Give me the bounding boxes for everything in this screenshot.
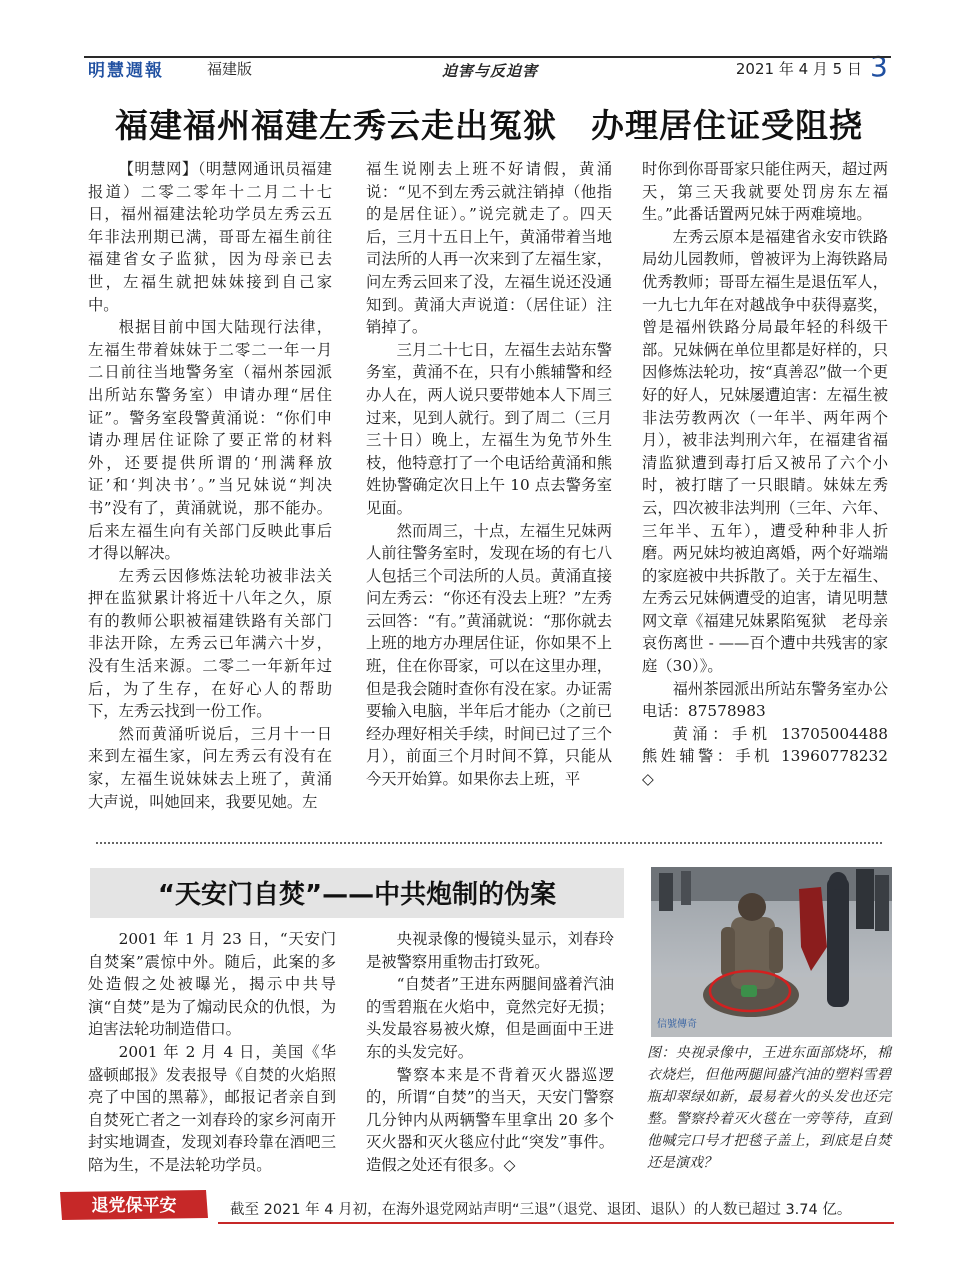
article2-paragraph: 2001 年 2 月 4 日，美国《华盛顿邮报》发表报导《自焚的火焰照亮了中国的黑幕》，邮报记者亲自到自焚死亡者之一刘春玲的家乡河南开封实地调查，发现刘春玲靠在酒吧三陪为生，不是法轮功学员。	[88, 1042, 336, 1174]
article1-headline: 福建福州福建左秀云走出冤狱 办理居住证受阻挠	[115, 106, 863, 145]
edition-label: 福建版	[207, 60, 253, 78]
quit-party-banner-text: 退党保平安	[91, 1196, 177, 1216]
article2-column-2	[366, 928, 614, 1177]
section-title: 迫害与反迫害	[441, 62, 538, 80]
footer-rule	[218, 1222, 894, 1224]
article1-column-2	[366, 158, 612, 791]
article1-paragraph: 福生说刚去上班不好请假，黄涌说：“见不到左秀云就注销掉（他指的是居住证）。”说完就走了。四天后，三月十五日上午，黄涌带着当地司法所的人再一次来到了左福生家，问左秀云回来了没，左福生说还没通知到。黄涌大声说道：（居住证）注销掉了。	[366, 160, 612, 337]
article1-paragraph: 【明慧网】（明慧网通讯员福建报道）二零二零年十二月二十七日，福州福建法轮功学员左秀云五年非法刑期已满，哥哥左福生前往福建省女子监狱，因为母亲已去世，左福生就把妹妹接到自己家中。	[88, 160, 332, 314]
article2-paragraph: “自焚者”王进东两腿间盛着汽油的雪碧瓶在火焰中，竟然完好无损；头发最容易被火燎，但是画面中王进东的头发完好。	[366, 975, 614, 1061]
section-divider	[96, 842, 882, 844]
article1-paragraph: 然而周三，十点，左福生兄妹两人前往警务室时，发现在场的有七八人包括三个司法所的人员。黄涌直接问左秀云：“你还有没去上班？”左秀云回答：“有。”黄涌就说：“那你就去上班的地方办理居住证，你如果不上班，住在你哥家，可以在这里办理，但是我会随时查你有没在家。办证需要输入电脑，半年后才能办（之前已经办理好相关手续，时间已过了三个月），前面三个月时间不算，只能从今天开始算。如果你去上班，平	[366, 521, 612, 789]
article1-paragraph: 左秀云原本是福建省永安市铁路局幼儿园教师，曾被评为上海铁路局优秀教师；哥哥左福生是退伍军人，一九七九年在对越战争中获得嘉奖，曾是福州铁路分局最年轻的科级干部。兄妹俩在单位里都是好样的，只因修炼法轮功，按“真善忍”做一个更好的好人，兄妹屡遭迫害：左福生被非法劳教两次（一年半、两年两个月），被非法判刑六年，在福建省福清监狱遭到毒打后又被吊了六个小时，被打瞎了一只眼睛。妹妹左秀云，四次被非法判刑（三年、六年、三年半、五年），遭受种种非人折磨。两兄妹均被迫离婚，两个好端端的家庭被中共拆散了。关于左福生、左秀云兄妹俩遭受的迫害，请见明慧网文章《福建兄妹累陷冤狱 老母亲哀伤离世 - ——百个遭中共残害的家庭（30）》。	[642, 227, 888, 676]
article1-column-3	[642, 158, 904, 791]
article1-paragraph: 时你到你哥哥家只能住两天，超过两天，第三天我就要处罚房东左福生。”此番话置两兄妹于两难境地。	[642, 160, 888, 224]
photo-watermark: 信號傳奇	[657, 1019, 697, 1030]
footer-statement: 截至 2021 年 4 月初，在海外退党网站声明“三退”（退党、退团、退队）的人数已超过 3.74 亿。	[230, 1202, 852, 1218]
article1-paragraph: 根据目前中国大陆现行法律，左福生带着妹妹于二零二一年一月二日前往当地警务室（福州茶园派出所站东警务室）申请办理“居住证”。警务室段警黄涌说：“你们申请办理居住证除了要正常的材料外，还要提供所谓的‘刑满释放证’和‘判决书’。”当兄妹说“判决书”没有了，黄涌就说，那不能办。后来左福生向有关部门反映此事后才得以解决。	[88, 318, 332, 563]
photo-caption: 图：央视录像中，王进东面部烧坏，棉衣烧烂，但他两腿间盛汽油的塑料雪碧瓶却翠绿如新，最易着火的头发也还完整。警察拎着灭火毯在一旁等待，直到他喊完口号才把毯子盖上，到底是自焚还是演戏？	[647, 1045, 891, 1171]
page-number: 3	[870, 50, 888, 83]
self-immolation-video-still	[651, 867, 892, 1037]
article2-headline: “天安门自焚”——中共炮制的伪案	[157, 880, 557, 910]
article2-paragraph: 2001 年 1 月 23 日，“天安门自焚案”震惊中外。随后，此案的多处造假之处被曝光，揭示中共导演“自焚”是为了煽动民众的仇恨，为迫害法轮功制造借口。	[88, 930, 336, 1039]
article1-column-1	[88, 158, 332, 813]
article1-paragraph: 左秀云因修炼法轮功被非法关押在监狱累计将近十八年之久，原有的教师公职被福建铁路有关部门非法开除，左秀云已年满六十岁，没有生活来源。二零二一年新年过后，为了生存，在好心人的帮助下，左秀云找到一份工作。	[88, 566, 332, 721]
quit-party-banner	[56, 1188, 212, 1222]
contact-mobiles: 黄涌：手机 13705004488 熊姓辅警：手机 13960778232 ◇	[642, 724, 904, 789]
article1-paragraph: 三月二十七日，左福生去站东警务室，黄涌不在，只有小熊辅警和经办人在，两人说只要带她本人下周三过来，见到人就行。到了周二（三月三十日）晚上，左福生为免节外生枝，他特意打了一个电话给黄涌和熊姓协警确定次日上午 10 点去警务室见面。	[366, 340, 612, 517]
issue-date: 2021 年 4 月 5 日	[735, 60, 862, 78]
masthead-logo: 明慧週報	[88, 61, 164, 81]
article2-column-1	[88, 928, 336, 1177]
header-rule	[84, 56, 891, 58]
article1-paragraph: 然而黄涌听说后，三月十一日来到左福生家，问左秀云有没有在家，左福生说妹妹去上班了，黄涌大声说，叫她回来，我要见她。左	[88, 724, 332, 811]
article2-paragraph: 警察本来是不背着灭火器巡逻的，所谓“自焚”的当天，天安门警察几分钟内从两辆警车里拿出 20 多个灭火器和灭火毯应付此“突发”事件。造假之处还有很多。◇	[366, 1065, 614, 1174]
article2-paragraph: 央视录像的慢镜头显示，刘春玲是被警察用重物击打致死。	[366, 930, 614, 971]
contact-phone: 福州茶园派出所站东警务室办公电话：87578983	[642, 679, 888, 721]
